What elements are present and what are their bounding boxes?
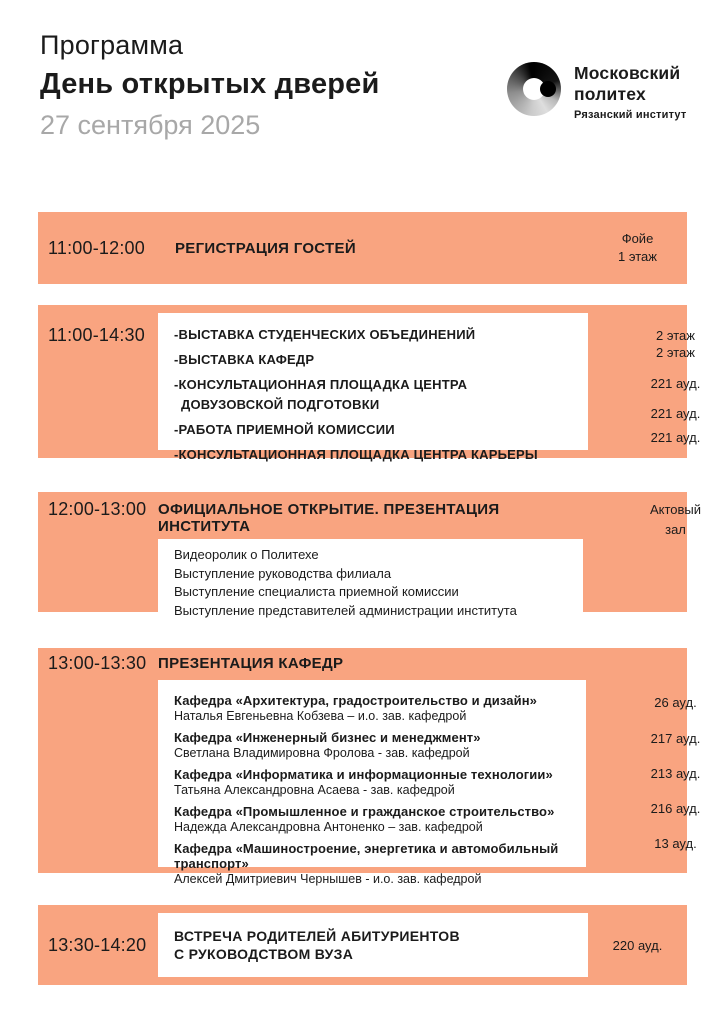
- room-label: 26 ауд.: [654, 695, 697, 710]
- location-line: зал: [665, 522, 686, 537]
- schedule-band-opening: [38, 492, 702, 618]
- department-name: Кафедра «Машиностроение, энергетика и автомобильный транспорт»: [174, 841, 559, 871]
- department-head: Наталья Евгеньевна Кобзева – и.о. зав. кафедрой: [174, 709, 467, 723]
- logo-text: [574, 62, 686, 121]
- department-head: Надежда Александровна Антоненко – зав. кафедрой: [174, 820, 483, 834]
- event-title: ОФИЦИАЛЬНОЕ ОТКРЫТИЕ. ПРЕЗЕНТАЦИЯ ИНСТИТУТА: [158, 501, 500, 535]
- department-head: Татьяна Александровна Асаева - зав. кафедрой: [174, 783, 455, 797]
- event-title-line: ВСТРЕЧА РОДИТЕЛЕЙ АБИТУРИЕНТОВ: [174, 928, 460, 944]
- time-range: 13:30-14:20: [48, 934, 147, 955]
- room-label: 221 ауд.: [650, 406, 701, 421]
- agenda-item: Выступление представителей администрации института: [174, 602, 517, 618]
- location-label: [626, 500, 722, 540]
- location-label: [588, 230, 687, 266]
- room-label: 213 ауд.: [650, 766, 701, 781]
- agenda-item: -КОНСУЛЬТАЦИОННАЯ ПЛОЩАДКА ЦЕНТРА ДОВУЗОВСКОЙ ПОДГОТОВКИ: [174, 377, 468, 412]
- department-entry: [174, 767, 570, 798]
- logo-dot-icon: [540, 81, 556, 97]
- page-date: 27 сентября 2025: [40, 110, 261, 140]
- location-line: Фойе: [621, 231, 654, 246]
- agenda-item: -КОНСУЛЬТАЦИОННАЯ ПЛОЩАДКА ЦЕНТРА КАРЬЕРЫ: [174, 447, 538, 462]
- room-label: 217 ауд.: [650, 731, 701, 746]
- agenda-item: Выступление руководства филиала: [174, 565, 392, 581]
- logo-line-2: политех: [574, 84, 646, 104]
- room-label: 220 ауд.: [612, 937, 663, 953]
- logo-swirl-icon: [507, 62, 561, 116]
- agenda-box: [158, 313, 588, 462]
- event-title: ПРЕЗЕНТАЦИЯ КАФЕДР: [158, 655, 344, 672]
- event-title-line: С РУКОВОДСТВОМ ВУЗА: [174, 946, 354, 962]
- department-head: Светлана Владимировна Фролова - зав. кафедрой: [174, 746, 470, 760]
- department-name: Кафедра «Информатика и информационные технологии»: [174, 767, 553, 782]
- departments-box: [158, 680, 586, 886]
- department-name: Кафедра «Архитектура, градостроительство и дизайн»: [174, 693, 537, 708]
- location-line: 1 этаж: [618, 249, 657, 264]
- room-label: 221 ауд.: [650, 430, 701, 445]
- agenda-item: -ВЫСТАВКА СТУДЕНЧЕСКИХ ОБЪЕДИНЕНИЙ: [174, 327, 476, 342]
- department-name: Кафедра «Инженерный бизнес и менеджмент»: [174, 730, 481, 745]
- agenda-item: Видеоролик о Политехе: [174, 547, 319, 562]
- room-label: 13 ауд.: [654, 836, 697, 851]
- agenda-item: Выступление специалиста приемной комиссии: [174, 584, 459, 599]
- room-label: 2 этаж: [656, 328, 695, 343]
- event-title: РЕГИСТРАЦИЯ ГОСТЕЙ: [175, 239, 356, 257]
- time-range: 11:00-12:00: [48, 237, 145, 258]
- logo-line-1: Московский: [574, 63, 681, 83]
- time-range: 13:00-13:30: [48, 653, 147, 673]
- agenda-item: -ВЫСТАВКА КАФЕДР: [174, 352, 315, 367]
- agenda-box: [158, 539, 583, 625]
- page-title: День открытых дверей: [40, 68, 380, 100]
- logo-subtitle: Рязанский институт: [574, 109, 687, 121]
- schedule-band-exhibitions: [38, 305, 701, 462]
- department-entry: [174, 804, 570, 835]
- department-entry: [174, 841, 570, 887]
- department-name: Кафедра «Промышленное и гражданское строительство»: [174, 804, 555, 819]
- schedule-band-registration: [38, 212, 687, 284]
- program-label: Программа: [40, 30, 184, 60]
- room-label: 216 ауд.: [650, 801, 701, 816]
- time-range: 12:00-13:00: [48, 499, 147, 519]
- event-title-box: [158, 913, 588, 977]
- schedule-band-parents-meeting: [38, 905, 687, 985]
- room-label: 2 этаж: [656, 345, 695, 360]
- department-head: Алексей Дмитриевич Чернышев - и.о. зав. кафедрой: [174, 872, 482, 886]
- department-entry: [174, 693, 570, 724]
- page-header: [40, 30, 380, 141]
- location-line: Актовый: [649, 502, 702, 517]
- agenda-item: -РАБОТА ПРИЕМНОЙ КОМИССИИ: [174, 422, 395, 437]
- time-range: 11:00-14:30: [48, 325, 145, 345]
- schedule-band-departments: [38, 648, 701, 886]
- mospolytech-logo: [507, 62, 686, 121]
- department-entry: [174, 730, 570, 761]
- room-label: 221 ауд.: [650, 376, 701, 391]
